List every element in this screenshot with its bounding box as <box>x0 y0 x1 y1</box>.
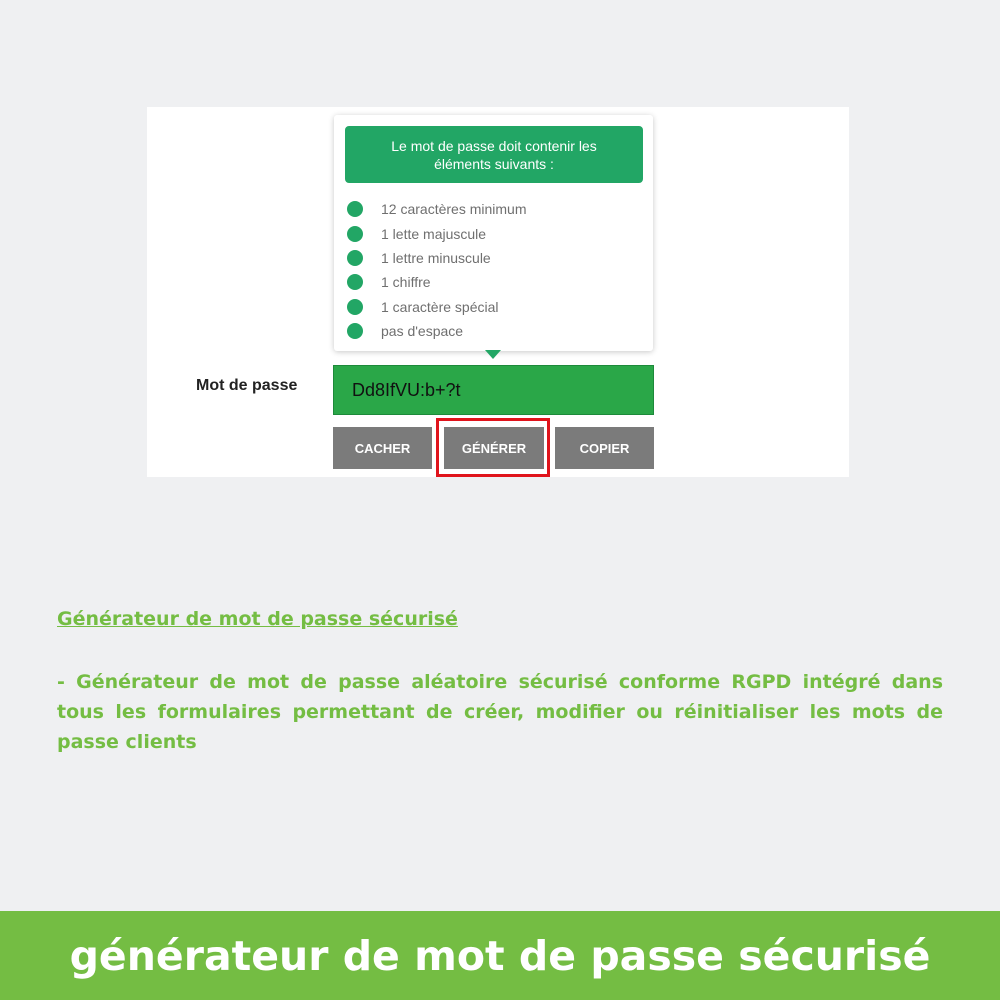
requirement-item <box>347 246 527 270</box>
tooltip-title: Le mot de passe doit contenir les éléments suivants : <box>391 137 597 172</box>
tooltip-header <box>345 126 643 183</box>
requirement-label: 1 lette majuscule <box>381 225 487 242</box>
password-label: Mot de passe <box>196 377 298 394</box>
copy-button[interactable]: COPIER <box>555 427 654 469</box>
requirement-item <box>347 319 527 343</box>
green-dot-icon <box>347 299 363 315</box>
tooltip-arrow-icon <box>485 350 501 359</box>
requirements-list <box>347 197 527 343</box>
green-dot-icon <box>347 226 363 242</box>
bottom-banner <box>0 911 1000 1000</box>
requirement-label: 1 lettre minuscule <box>381 249 491 266</box>
requirement-item <box>347 221 527 245</box>
generate-button[interactable]: GÉNÉRER <box>444 427 544 469</box>
green-dot-icon <box>347 250 363 266</box>
green-dot-icon <box>347 323 363 339</box>
requirement-label: 1 caractère spécial <box>381 298 499 315</box>
feature-description: - Générateur de mot de passe aléatoire sécurisé conforme RGPD intégré dans tous les formulaires permettant de créer, modifier ou réinitialiser les mots de passe clients <box>57 671 943 753</box>
banner-text: générateur de mot de passe sécurisé <box>69 931 931 980</box>
requirement-item <box>347 197 527 221</box>
requirement-label: 1 chiffre <box>381 274 431 291</box>
requirement-item <box>347 295 527 319</box>
requirement-label: pas d'espace <box>381 323 464 340</box>
requirement-item <box>347 270 527 294</box>
green-dot-icon <box>347 201 363 217</box>
hide-button[interactable]: CACHER <box>333 427 432 469</box>
requirement-label: 12 caractères minimum <box>381 201 527 218</box>
password-requirements-tooltip <box>334 115 653 351</box>
feature-title: Générateur de mot de passe sécurisé <box>57 608 458 630</box>
password-input[interactable] <box>333 365 654 415</box>
green-dot-icon <box>347 274 363 290</box>
